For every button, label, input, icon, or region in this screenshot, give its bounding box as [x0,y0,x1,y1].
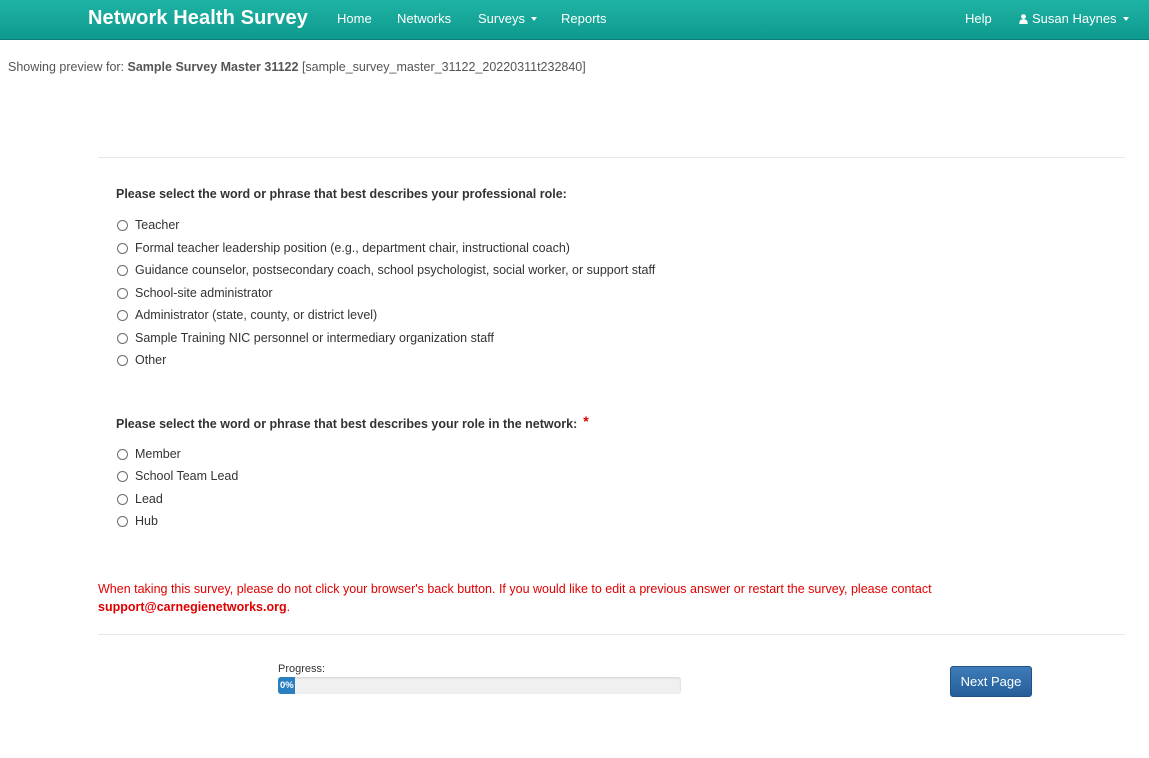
nav-networks[interactable]: Networks [397,11,452,26]
preview-survey-id: [sample_survey_master_31122_20220311t232840] [301,60,586,74]
option-label: Sample Training NIC personnel or intermediary organization staff [135,331,494,345]
nav-help[interactable]: Help [965,11,992,26]
option-label: Guidance counselor, postsecondary coach, school psychologist, social worker, or support staff [135,263,656,277]
nav-surveys-label: Surveys [478,11,525,26]
top-navbar [0,0,1149,40]
preview-banner [8,60,586,74]
preview-survey-name: Sample Survey Master 31122 [127,60,299,74]
question-professional-role: Please select the word or phrase that best describes your professional role: [116,187,567,201]
radio-button[interactable] [117,516,128,527]
option-school-site-administrator[interactable] [116,284,273,302]
radio-button[interactable] [117,355,128,366]
option-nic-personnel[interactable] [116,329,494,347]
warning-text: When taking this survey, please do not click your browser's back button. If you would like to edit a previous answer or restart the survey, please contact [98,582,932,596]
option-hub[interactable] [116,512,158,530]
option-label: Other [135,353,167,367]
option-label: Hub [135,514,158,528]
radio-button[interactable] [117,310,128,321]
required-marker: * [583,413,589,429]
radio-button[interactable] [117,243,128,254]
progress-bar-fill: 0% [278,677,295,694]
option-label: School Team Lead [135,469,239,483]
chevron-down-icon [531,17,537,21]
option-member[interactable] [116,445,181,463]
option-label: School-site administrator [135,286,273,300]
nav-reports[interactable]: Reports [561,11,607,26]
option-label: Teacher [135,218,180,232]
user-menu[interactable] [1019,11,1129,26]
radio-button[interactable] [117,494,128,505]
question-text: Please select the word or phrase that best describes your role in the network: [116,417,578,431]
next-page-button[interactable]: Next Page [950,666,1032,697]
brand-title[interactable]: Network Health Survey [88,7,308,29]
option-label: Member [135,447,181,461]
nav-home[interactable]: Home [337,11,372,26]
support-email-link[interactable]: support@carnegienetworks.org [98,600,287,614]
progress-bar [278,677,681,694]
option-lead[interactable] [116,490,163,508]
option-label: Lead [135,492,163,506]
nav-surveys[interactable] [478,11,537,26]
preview-prefix: Showing preview for: [8,60,125,74]
radio-button[interactable] [117,288,128,299]
radio-button[interactable] [117,333,128,344]
user-icon [1019,14,1028,24]
chevron-down-icon [1123,17,1129,21]
option-teacher[interactable] [116,216,179,234]
back-button-warning [98,580,998,616]
option-formal-teacher-leadership[interactable] [116,239,570,257]
radio-button[interactable] [117,220,128,231]
radio-button[interactable] [117,449,128,460]
option-administrator[interactable] [116,306,377,324]
warning-suffix: . [286,600,291,614]
radio-button[interactable] [117,471,128,482]
divider-bottom [98,634,1125,635]
option-other[interactable] [116,351,166,369]
option-label: Formal teacher leadership position (e.g., department chair, instructional coach) [135,241,570,255]
radio-button[interactable] [117,265,128,276]
option-guidance-counselor[interactable] [116,261,655,279]
user-name: Susan Haynes [1032,11,1117,26]
divider-top [98,157,1125,158]
option-label: Administrator (state, county, or district level) [135,308,378,322]
question-network-role [116,415,589,431]
progress-label: Progress: [278,663,326,675]
option-school-team-lead[interactable] [116,467,238,485]
